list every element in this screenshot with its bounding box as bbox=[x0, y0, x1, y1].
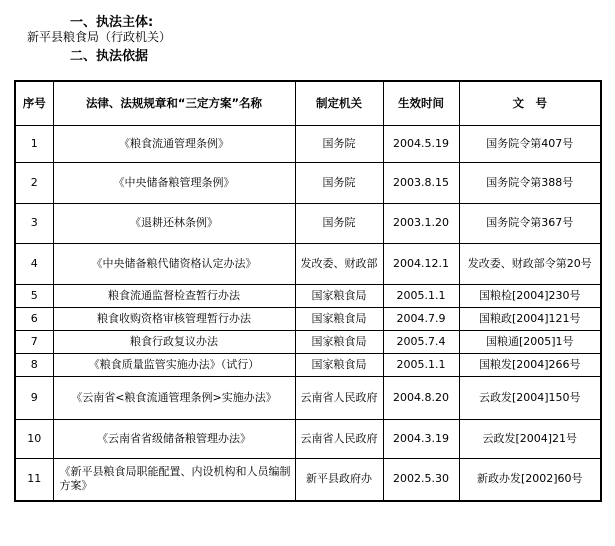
cell-seq: 1 bbox=[15, 125, 53, 162]
cell-seq: 11 bbox=[15, 458, 53, 501]
table-row bbox=[15, 203, 601, 243]
cell-name: 《中央储备粮管理条例》 bbox=[53, 162, 295, 203]
cell-name: 《退耕还林条例》 bbox=[53, 203, 295, 243]
cell-doc: 国务院令第388号 bbox=[459, 162, 601, 203]
cell-seq: 5 bbox=[15, 284, 53, 307]
cell-doc: 国粮通[2005]1号 bbox=[459, 330, 601, 353]
cell-seq: 6 bbox=[15, 307, 53, 330]
enforcement-subject: 新平县粮食局（行政机关） bbox=[27, 30, 172, 44]
cell-doc: 新政办发[2002]60号 bbox=[459, 458, 601, 501]
cell-agency: 国务院 bbox=[295, 125, 383, 162]
section-heading-subject: 一、执法主体: bbox=[70, 15, 154, 30]
table-row bbox=[15, 376, 601, 419]
cell-date: 2004.12.1 bbox=[383, 243, 459, 284]
cell-agency: 发改委、财政部 bbox=[295, 243, 383, 284]
cell-name: 《云南省省级储备粮管理办法》 bbox=[53, 419, 295, 458]
cell-agency: 国家粮食局 bbox=[295, 284, 383, 307]
cell-doc: 国粮检[2004]230号 bbox=[459, 284, 601, 307]
table-header-row bbox=[15, 81, 601, 125]
cell-name: 粮食流通监督检查暂行办法 bbox=[53, 284, 295, 307]
header-seq: 序号 bbox=[15, 81, 53, 125]
header-doc: 文 号 bbox=[459, 81, 601, 125]
header-name: 法律、法规规章和“三定方案”名称 bbox=[53, 81, 295, 125]
cell-date: 2005.7.4 bbox=[383, 330, 459, 353]
cell-name: 《云南省<粮食流通管理条例>实施办法》 bbox=[53, 376, 295, 419]
cell-agency: 国家粮食局 bbox=[295, 353, 383, 376]
cell-seq: 8 bbox=[15, 353, 53, 376]
cell-date: 2004.5.19 bbox=[383, 125, 459, 162]
cell-agency: 云南省人民政府 bbox=[295, 419, 383, 458]
cell-doc: 云政发[2004]150号 bbox=[459, 376, 601, 419]
table-row bbox=[15, 330, 601, 353]
cell-name: 粮食行政复议办法 bbox=[53, 330, 295, 353]
cell-seq: 4 bbox=[15, 243, 53, 284]
cell-agency: 云南省人民政府 bbox=[295, 376, 383, 419]
cell-name: 粮食收购资格审核管理暂行办法 bbox=[53, 307, 295, 330]
cell-agency: 国家粮食局 bbox=[295, 330, 383, 353]
cell-agency: 新平县政府办 bbox=[295, 458, 383, 501]
cell-date: 2003.1.20 bbox=[383, 203, 459, 243]
cell-doc: 云政发[2004]21号 bbox=[459, 419, 601, 458]
cell-date: 2002.5.30 bbox=[383, 458, 459, 501]
cell-date: 2004.3.19 bbox=[383, 419, 459, 458]
cell-date: 2004.7.9 bbox=[383, 307, 459, 330]
table-row bbox=[15, 458, 601, 501]
table-row bbox=[15, 419, 601, 458]
cell-doc: 国务院令第407号 bbox=[459, 125, 601, 162]
cell-name: 《粮食流通管理条例》 bbox=[53, 125, 295, 162]
cell-date: 2005.1.1 bbox=[383, 353, 459, 376]
cell-agency: 国家粮食局 bbox=[295, 307, 383, 330]
law-table bbox=[14, 80, 602, 502]
cell-seq: 9 bbox=[15, 376, 53, 419]
cell-agency: 国务院 bbox=[295, 162, 383, 203]
cell-seq: 2 bbox=[15, 162, 53, 203]
cell-doc: 国粮政[2004]121号 bbox=[459, 307, 601, 330]
cell-doc: 国务院令第367号 bbox=[459, 203, 601, 243]
table-row bbox=[15, 243, 601, 284]
cell-seq: 3 bbox=[15, 203, 53, 243]
cell-agency: 国务院 bbox=[295, 203, 383, 243]
cell-date: 2003.8.15 bbox=[383, 162, 459, 203]
cell-seq: 10 bbox=[15, 419, 53, 458]
header-agency: 制定机关 bbox=[295, 81, 383, 125]
table-row bbox=[15, 162, 601, 203]
section-heading-basis: 二、执法依据 bbox=[70, 49, 149, 64]
cell-name: 《粮食质量监管实施办法》（试行） bbox=[53, 353, 295, 376]
cell-seq: 7 bbox=[15, 330, 53, 353]
cell-doc: 国粮发[2004]266号 bbox=[459, 353, 601, 376]
table-row bbox=[15, 353, 601, 376]
table-row bbox=[15, 307, 601, 330]
header-date: 生效时间 bbox=[383, 81, 459, 125]
table-row bbox=[15, 284, 601, 307]
cell-name: 《新平县粮食局职能配置、内设机构和人员编制方案》 bbox=[53, 458, 295, 501]
cell-name: 《中央储备粮代储资格认定办法》 bbox=[53, 243, 295, 284]
table-row bbox=[15, 125, 601, 162]
cell-date: 2004.8.20 bbox=[383, 376, 459, 419]
cell-doc: 发改委、财政部令第20号 bbox=[459, 243, 601, 284]
cell-date: 2005.1.1 bbox=[383, 284, 459, 307]
